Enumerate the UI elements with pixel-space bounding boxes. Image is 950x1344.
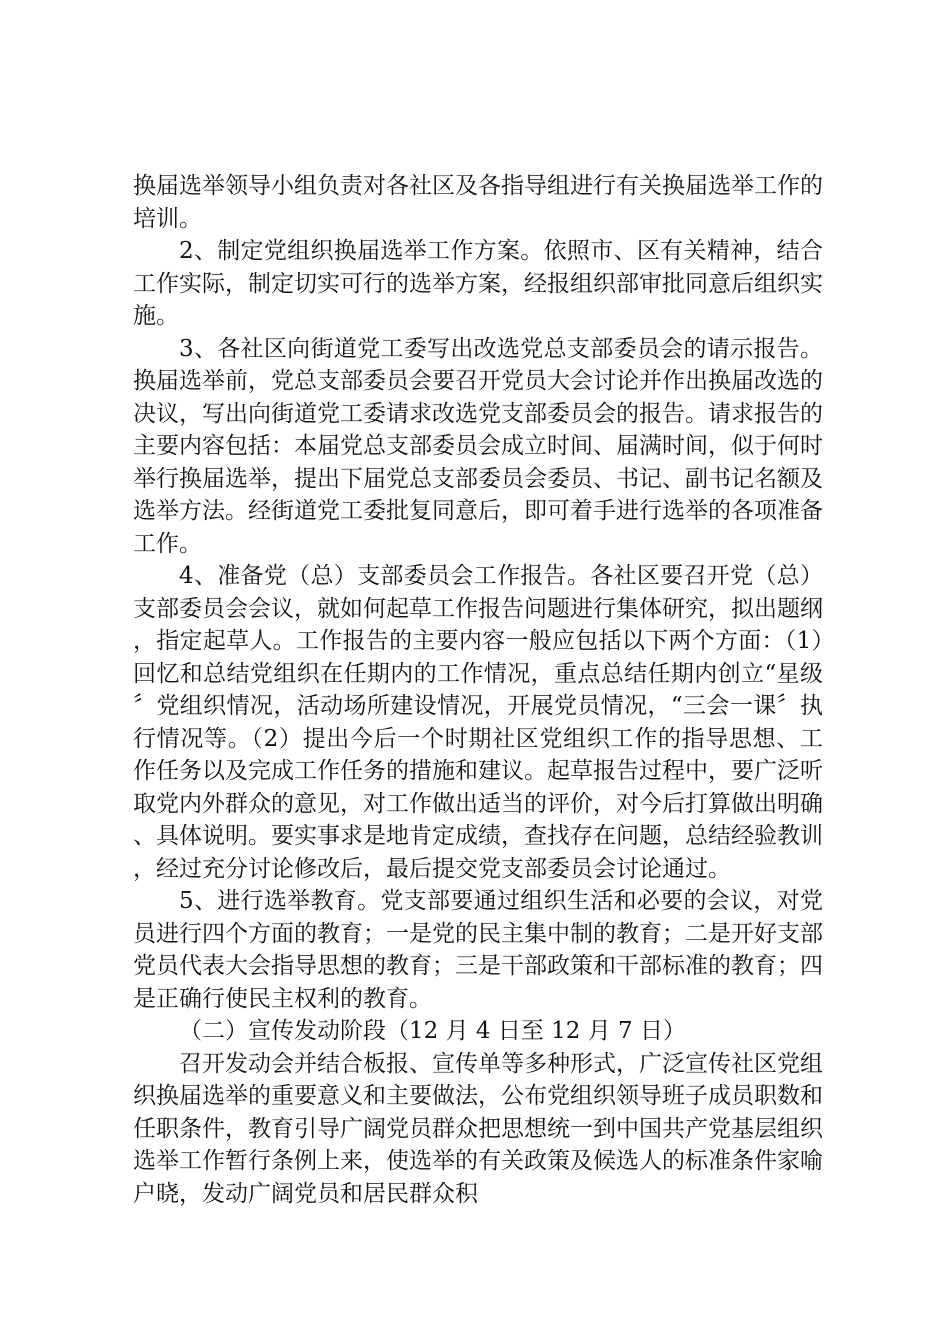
paragraph-item-4: 4、准备党（总）支部委员会工作报告。各社区要召开党（总）支部委员会会议，就如何起草工作报告问题进行集体研究，拟出题纲，指定起草人。工作报告的主要内容一般应包括以下两个方面：（1）回忆和总结党组织在任期内的工作情况，重点总结任期内创立“星级〞党组织情况，活动场所建设情况，开展党员情况，“三会一课〞执行情况等。（2）提出今后一个时期社区党组织工作的指导思想、工作任务以及完成工作任务的措施和建议。起草报告过程中，要广泛听取党内外群众的意见，对工作做出适当的评价，对今后打算做出明确、具体说明。要实事求是地肯定成绩，查找存在问题，总结经验教训，经过充分讨论修改后，最后提交党支部委员会讨论通过。 — [133, 563, 823, 882]
document-body — [133, 170, 823, 1210]
section-heading-publicity-stage: （二）宣传发动阶段（12 月 4 日至 12 月 7 日） — [179, 1018, 686, 1044]
paragraph-training: 换届选举领导小组负责对各社区及各指导组进行有关换届选举工作的培训。 — [133, 173, 823, 232]
paragraph-item-2: 2、制定党组织换届选举工作方案。依照市、区有关精神，结合工作实际，制定切实可行的选举方案，经报组织部审批同意后组织实施。 — [133, 238, 823, 329]
paragraph-item-3: 3、各社区向街道党工委写出改选党总支部委员会的请示报告。换届选举前，党总支部委员会要召开党员大会讨论并作出换届改选的决议，写出向街道党工委请求改选党支部委员会的报告。请求报告的主要内容包括：本届党总支部委员会成立时间、届满时间，似于何时举行换届选举，提出下届党总支部委员会委员、书记、副书记名额及选举方法。经街道党工委批复同意后，即可着手进行选举的各项准备工作。 — [133, 335, 823, 557]
paragraph-publicity-meeting: 召开发动会并结合板报、宣传单等多种形式，广泛宣传社区党组织换届选举的重要意义和主要做法，公布党组织领导班子成员职数和任职条件，教育引导广阔党员群众把思想统一到中国共产党基层组织选举工作暂行条例上来，使选举的有关政策及候选人的标准条件家喻户晓，发动广阔党员和居民群众积 — [133, 1050, 823, 1207]
paragraph-item-5: 5、进行选举教育。党支部要通过组织生活和必要的会议，对党员进行四个方面的教育；一是党的民主集中制的教育；二是开好支部党员代表大会指导思想的教育；三是干部政策和干部标准的教育；四是正确行使民主权利的教育。 — [133, 888, 823, 1012]
